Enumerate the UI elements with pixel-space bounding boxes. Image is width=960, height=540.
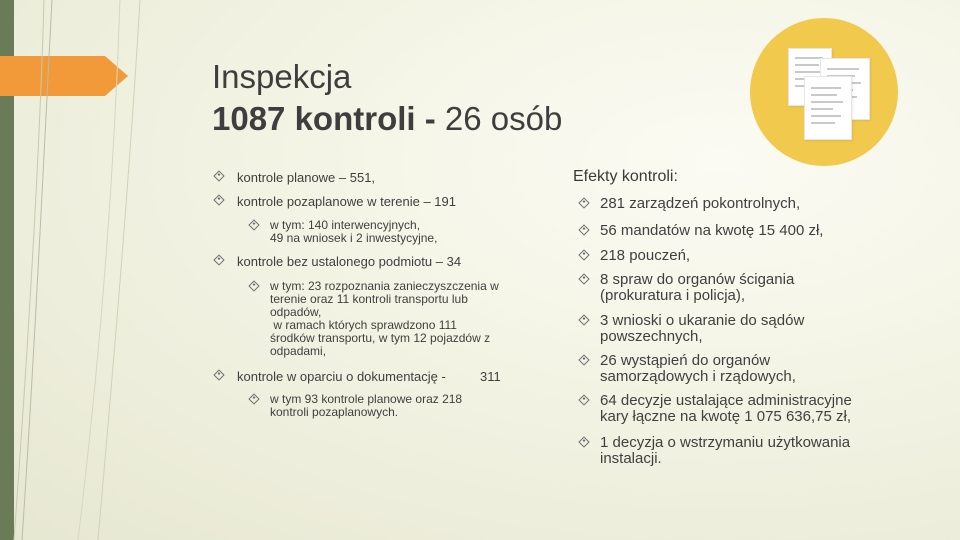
left-subitem: w tym 93 kontrole planowe oraz 218 bbox=[270, 392, 463, 406]
right-item: 281 zarządzeń pokontrolnych, bbox=[600, 195, 801, 212]
left-subitem: terenie oraz 11 kontroli transportu lub bbox=[270, 292, 468, 306]
right-item: 218 pouczeń, bbox=[600, 247, 691, 264]
title-people: 26 osób bbox=[435, 100, 563, 137]
right-item: 56 mandatów na kwotę 15 400 zł, bbox=[600, 222, 824, 239]
left-item-value: 311 bbox=[480, 369, 501, 384]
left-subitem: kontroli pozaplanowych. bbox=[270, 405, 399, 419]
bullet-icon bbox=[213, 369, 224, 380]
bullet-icon bbox=[578, 224, 589, 235]
bullet-icon bbox=[578, 197, 589, 208]
effects-heading: Efekty kontroli: bbox=[573, 168, 678, 185]
left-subitem: w tym: 140 interwencyjnych, bbox=[270, 218, 421, 232]
title-line-2 bbox=[212, 98, 562, 140]
left-item: kontrole pozaplanowe w terenie – 191 bbox=[237, 194, 456, 209]
bullet-icon bbox=[578, 436, 589, 447]
right-item-cont: kary łączne na kwotę 1 075 636,75 zł, bbox=[600, 408, 851, 425]
bullet-icon bbox=[248, 393, 259, 404]
left-subitem: środków transportu, w tym 12 pojazdów z bbox=[270, 331, 491, 345]
title-count: 1087 kontroli - bbox=[212, 100, 436, 137]
right-item-cont: instalacji. bbox=[600, 450, 662, 467]
bullet-icon bbox=[213, 194, 224, 205]
right-item: 1 decyzja o wstrzymaniu użytkowania bbox=[600, 434, 851, 451]
title-line-1: Inspekcja bbox=[212, 58, 352, 95]
bullet-icon bbox=[578, 354, 589, 365]
left-subitem: w tym: 23 rozpoznania zanieczyszczenia w bbox=[270, 279, 499, 293]
bullet-icon bbox=[578, 394, 589, 405]
documents-icon bbox=[750, 18, 898, 166]
left-item: kontrole bez ustalonego podmiotu – 34 bbox=[237, 254, 462, 269]
right-item-cont: powszechnych, bbox=[600, 328, 703, 345]
bullet-icon bbox=[213, 254, 224, 265]
left-subitem: w ramach których sprawdzono 111 bbox=[270, 318, 457, 332]
right-item: 26 wystąpień do organów bbox=[600, 352, 771, 369]
left-item: kontrole w oparciu o dokumentację - bbox=[237, 369, 446, 384]
bullet-icon bbox=[248, 280, 259, 291]
bullet-icon bbox=[578, 273, 589, 284]
left-subitem: odpadów, bbox=[270, 305, 322, 319]
bullet-icon bbox=[578, 314, 589, 325]
bullet-icon bbox=[213, 170, 224, 181]
bullet-icon bbox=[578, 249, 589, 260]
right-item: 3 wnioski o ukaranie do sądów bbox=[600, 312, 805, 329]
right-item-cont: (prokuratura i policja), bbox=[600, 287, 746, 304]
bullet-icon bbox=[248, 219, 259, 230]
right-item-cont: samorządowych i rządowych, bbox=[600, 368, 796, 385]
right-item: 64 decyzje ustalające administracyjne bbox=[600, 392, 852, 409]
slide-title bbox=[212, 56, 562, 140]
left-subitem: odpadami, bbox=[270, 344, 327, 358]
left-item: kontrole planowe – 551, bbox=[237, 170, 376, 185]
right-item: 8 spraw do organów ścigania bbox=[600, 271, 795, 288]
left-subitem: 49 na wniosek i 2 inwestycyjne, bbox=[270, 231, 438, 245]
document-front-icon bbox=[804, 76, 852, 140]
orange-arrow-tab bbox=[0, 56, 128, 96]
